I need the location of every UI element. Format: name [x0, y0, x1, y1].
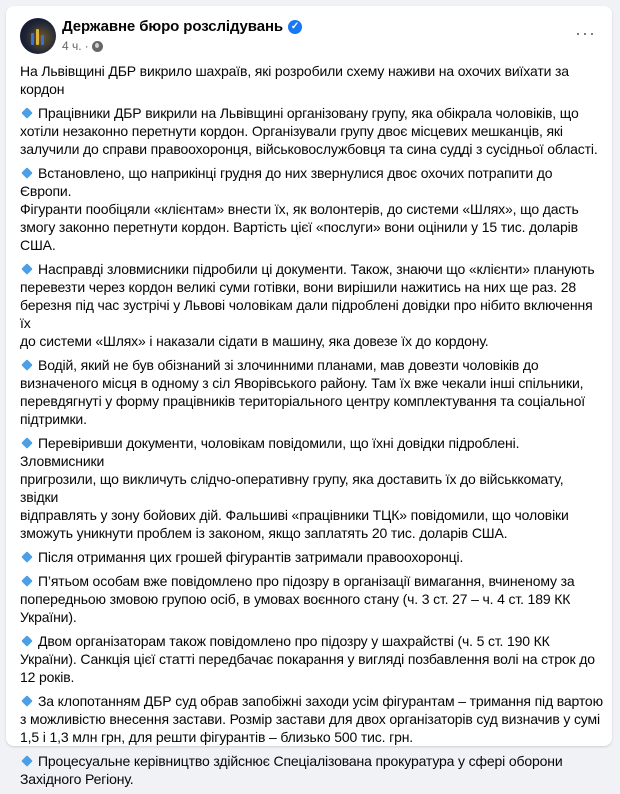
author-name[interactable]: Державне бюро розслідувань — [62, 18, 284, 35]
post-title: На Львівщині ДБР викрило шахраїв, які розробили схему наживи на охочих виїхати за кордон — [20, 63, 569, 97]
post-paragraph — [20, 692, 605, 746]
paragraph-text: Встановлено, що наприкінці грудня до них звернулися двоє охочих потрапити до Європи. Фігуранти пообіцяли «клієнтам» внести їх, як волонтерів, до системи «Шлях», що дасть змогу законно перетнути кордон. Вартість цієї «послуги» вони оцінили у 15 тис. доларів США. — [20, 165, 579, 253]
post-paragraph — [20, 356, 605, 428]
post-meta — [62, 39, 103, 53]
post-time[interactable]: 4 ч. — [62, 39, 82, 53]
paragraph-text: Працівники ДБР викрили на Львівщині організовану групу, яка обікрала чоловіків, що хотіли незаконно перетнути кордон. Організували групу двоє місцевих мешканців, які залучили до справи правоохоронця, військовослужбовця та сина судді з сусідньої області. — [20, 105, 598, 157]
blue-diamond-icon — [21, 755, 32, 766]
paragraph-text: Насправді зловмисники підробили ці документи. Також, знаючи що «клієнти» планують перевезти через кордон великі суми готівки, вони вирішили нажитись на них ще раз. 28 березня під час зустрічі у Львові чоловікам дали підроблені довідки про нібито включення їх до системи «Шлях» і наказали сідати в машину, яка довезе їх до кордону. — [20, 261, 595, 349]
paragraph-text: Перевіривши документи, чоловікам повідомили, що їхні довідки підроблені. Зловмисники пригрозили, що викличуть слідчо-оперативну групу, яка доставить їх до військкомату, звідки відправлять у зону бойових дій. Фальшиві «працівники ТЦК» повідомили, що чоловіки зможуть уникнути проблем із законом, якщо заплатять 20 тис. доларів США. — [20, 435, 569, 541]
paragraph-text: Двом організаторам також повідомлено про підозру у шахрайстві (ч. 5 ст. 190 КК України). Санкція цієї статті передбачає покарання у вигляді позбавлення волі на строк до 12 років. — [20, 633, 595, 685]
post-card — [6, 6, 612, 787]
paragraph-text: За клопотанням ДБР суд обрав запобіжні заходи усім фігурантам – тримання під вартою з можливістю внесення застави. Розмір застави для двох організаторів суд визначив у сумі 1,5 і 1,3 млн грн, для решти фігурантів – близько 500 тис. грн. — [20, 693, 603, 745]
paragraph-text: Водій, який не був обізнаний зі злочинними планами, мав довезти чоловіків до визначеного місця в одному з сіл Яворівського району. Там їх вже чекали інші спільники, перевдягнуті у форму працівників територіального центру комплектування та соціальної підтримки. — [20, 357, 585, 427]
more-options-button[interactable]: ··· — [575, 23, 596, 43]
meta-separator: · — [84, 39, 89, 53]
blue-diamond-icon — [21, 575, 32, 586]
blue-diamond-icon — [21, 263, 32, 274]
post-paragraph — [20, 434, 605, 542]
post-paragraph — [20, 632, 605, 686]
blue-diamond-icon — [21, 107, 32, 118]
paragraph-text: П’ятьом особам вже повідомлено про підозру в організації вимагання, вчиненому за попередньою змовою групою осіб, в умовах воєнного стану (ч. 3 ст. 27 – ч. 4 ст. 189 КК України). — [20, 573, 575, 625]
paragraph-text: Після отримання цих грошей фігурантів затримали правоохоронці. — [38, 549, 464, 565]
post-paragraph — [20, 260, 605, 350]
globe-icon — [92, 41, 103, 52]
author-name-row — [62, 18, 302, 35]
post-paragraph — [20, 572, 605, 626]
post-body — [20, 62, 605, 794]
paragraph-text: Процесуальне керівництво здійснює Спеціалізована прокуратура у сфері оборони Західного Регіону. — [20, 753, 563, 787]
blue-diamond-icon — [21, 167, 32, 178]
blue-diamond-icon — [21, 695, 32, 706]
blue-diamond-icon — [21, 359, 32, 370]
blue-diamond-icon — [21, 437, 32, 448]
blue-diamond-icon — [21, 635, 32, 646]
verified-badge-icon: ✓ — [288, 20, 302, 34]
page-avatar[interactable] — [20, 18, 56, 54]
post-paragraph — [20, 104, 605, 158]
post-paragraph — [20, 548, 605, 566]
blue-diamond-icon — [21, 551, 32, 562]
post-paragraph — [20, 164, 605, 254]
post-paragraph — [20, 752, 605, 788]
